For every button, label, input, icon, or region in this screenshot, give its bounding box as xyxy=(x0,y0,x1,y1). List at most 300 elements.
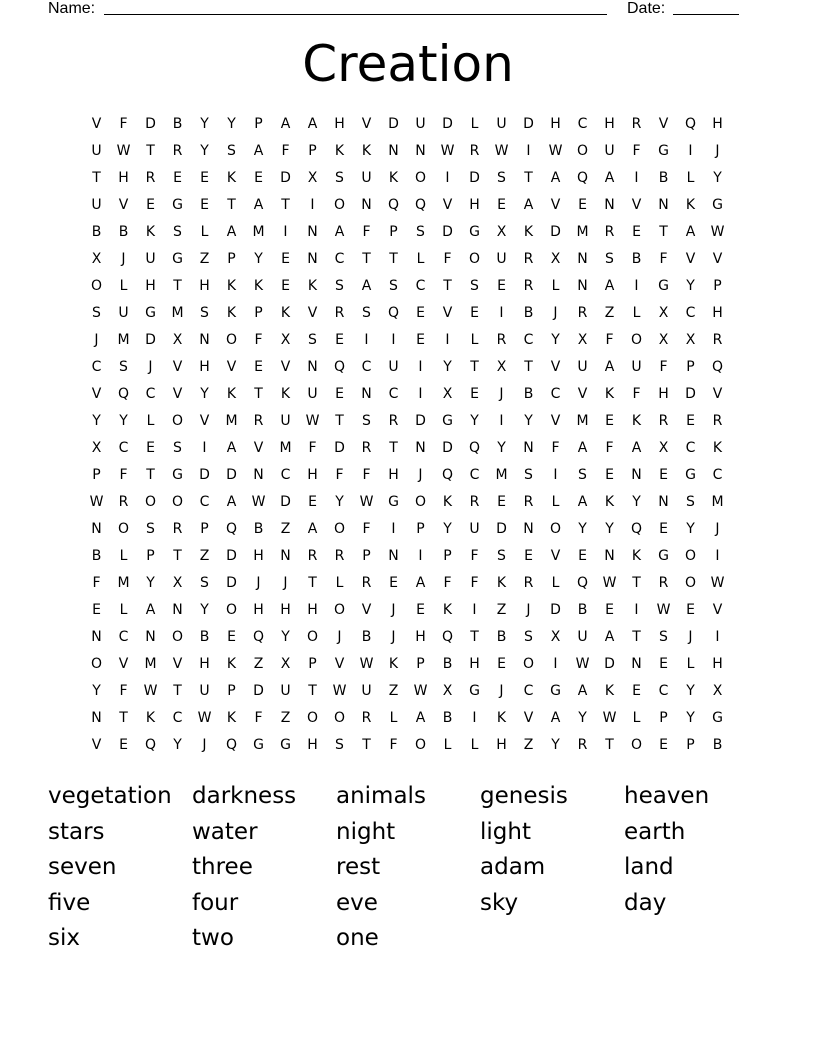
grid-letter: D xyxy=(496,521,507,537)
grid-letter: I xyxy=(310,197,315,213)
grid-letter: P xyxy=(227,251,236,267)
grid-letter: K xyxy=(685,197,696,213)
grid-letter: C xyxy=(685,440,696,456)
grid-letter: E xyxy=(632,683,641,699)
grid-letter: T xyxy=(470,359,479,375)
grid-letter: H xyxy=(469,197,480,213)
grid-letter: D xyxy=(253,683,264,699)
grid-letter: K xyxy=(496,575,507,591)
grid-letter: D xyxy=(442,116,453,132)
grid-letter: C xyxy=(685,305,696,321)
grid-letter: Z xyxy=(280,710,291,726)
grid-letter: T xyxy=(281,197,290,213)
grid-letter: K xyxy=(631,548,642,564)
grid-letter: Y xyxy=(713,170,722,186)
grid-letter: Q xyxy=(468,440,481,456)
grid-letter: D xyxy=(388,116,399,132)
grid-letter: T xyxy=(362,251,371,267)
grid-letter: I xyxy=(418,386,423,402)
grid-letter: R xyxy=(361,710,372,726)
grid-letter: R xyxy=(523,494,534,510)
grid-letter: P xyxy=(389,224,398,240)
grid-letter: O xyxy=(225,332,238,348)
grid-letter: T xyxy=(146,467,155,483)
grid-letter: C xyxy=(523,332,534,348)
grid-letter: P xyxy=(227,683,236,699)
grid-letter: R xyxy=(523,575,534,591)
name-blank-line xyxy=(104,14,607,15)
grid-row xyxy=(83,111,733,138)
grid-letter: H xyxy=(199,656,210,672)
grid-letter: E xyxy=(659,656,668,672)
grid-letter: S xyxy=(524,467,533,483)
grid-letter: B xyxy=(442,656,453,672)
grid-letter: L xyxy=(335,575,344,591)
grid-letter: J xyxy=(553,305,558,321)
grid-letter: F xyxy=(605,332,614,348)
grid-letter: N xyxy=(145,629,156,645)
grid-letter: V xyxy=(91,116,102,132)
grid-letter: N xyxy=(172,602,183,618)
grid-letter: D xyxy=(226,575,237,591)
grid-letter: S xyxy=(173,224,182,240)
grid-letter: U xyxy=(388,359,399,375)
grid-letter: S xyxy=(524,629,533,645)
grid-letter: Q xyxy=(144,737,157,753)
grid-letter: Y xyxy=(92,413,101,429)
grid-letter: C xyxy=(550,386,561,402)
grid-letter: O xyxy=(171,494,184,510)
grid-letter: U xyxy=(91,197,102,213)
grid-letter: A xyxy=(523,197,534,213)
grid-letter: K xyxy=(604,494,615,510)
grid-letter: L xyxy=(551,278,560,294)
grid-letter: M xyxy=(144,656,157,672)
grid-letter: Y xyxy=(200,602,209,618)
grid-letter: C xyxy=(658,683,669,699)
grid-letter: V xyxy=(172,656,183,672)
grid-letter: Q xyxy=(441,467,454,483)
grid-letter: A xyxy=(577,683,588,699)
grid-row xyxy=(83,705,733,732)
grid-letter: O xyxy=(684,575,697,591)
grid-letter: R xyxy=(523,251,534,267)
grid-letter: J xyxy=(94,332,99,348)
grid-letter: R xyxy=(496,332,507,348)
word-list-item: five xyxy=(48,889,91,916)
grid-letter: F xyxy=(92,575,101,591)
grid-letter: P xyxy=(416,656,425,672)
grid-row xyxy=(83,300,733,327)
grid-letter: E xyxy=(281,251,290,267)
grid-letter: O xyxy=(90,278,103,294)
grid-letter: U xyxy=(496,251,507,267)
grid-letter: I xyxy=(634,278,639,294)
grid-letter: Q xyxy=(117,386,130,402)
grid-letter: Y xyxy=(497,440,506,456)
grid-letter: L xyxy=(146,413,155,429)
grid-letter: L xyxy=(632,710,641,726)
grid-letter: W xyxy=(656,602,671,618)
grid-letter: F xyxy=(254,710,263,726)
grid-letter: Y xyxy=(686,683,695,699)
grid-letter: Y xyxy=(335,494,344,510)
grid-letter: L xyxy=(389,710,398,726)
grid-letter: U xyxy=(145,251,156,267)
grid-letter: J xyxy=(688,629,693,645)
grid-letter: N xyxy=(388,143,399,159)
grid-letter: E xyxy=(605,602,614,618)
word-list-item: sky xyxy=(480,889,519,916)
grid-letter: A xyxy=(604,278,615,294)
grid-letter: H xyxy=(334,116,345,132)
grid-letter: Y xyxy=(227,116,236,132)
grid-letter: G xyxy=(658,548,669,564)
grid-letter: O xyxy=(522,656,535,672)
grid-letter: J xyxy=(121,251,126,267)
grid-letter: V xyxy=(712,251,723,267)
grid-letter: E xyxy=(254,170,263,186)
grid-letter: E xyxy=(227,629,236,645)
grid-letter: U xyxy=(496,116,507,132)
grid-letter: Q xyxy=(225,737,238,753)
name-label: Name: xyxy=(48,0,96,17)
grid-letter: E xyxy=(146,197,155,213)
grid-letter: B xyxy=(91,224,102,240)
grid-letter: J xyxy=(391,629,396,645)
grid-letter: G xyxy=(685,467,696,483)
grid-letter: R xyxy=(388,413,399,429)
grid-letter: C xyxy=(91,359,102,375)
grid-letter: H xyxy=(280,602,291,618)
grid-letter: Y xyxy=(686,278,695,294)
grid-letter: X xyxy=(442,386,453,402)
grid-letter: K xyxy=(361,143,372,159)
grid-letter: X xyxy=(280,656,291,672)
grid-letter: I xyxy=(283,224,288,240)
grid-letter: A xyxy=(604,359,615,375)
grid-letter: T xyxy=(389,440,398,456)
date-blank-line xyxy=(673,14,739,15)
grid-letter: A xyxy=(307,116,318,132)
grid-row xyxy=(83,246,733,273)
grid-letter: O xyxy=(549,521,562,537)
grid-letter: H xyxy=(658,386,669,402)
grid-letter: F xyxy=(119,467,128,483)
grid-letter: K xyxy=(145,224,156,240)
grid-letter: X xyxy=(172,332,183,348)
grid-letter: M xyxy=(252,224,265,240)
grid-letter: X xyxy=(280,332,291,348)
grid-letter: G xyxy=(469,683,480,699)
grid-letter: V xyxy=(307,305,318,321)
grid-letter: K xyxy=(253,278,264,294)
grid-letter: V xyxy=(442,197,453,213)
grid-letter: S xyxy=(335,278,344,294)
grid-letter: V xyxy=(172,359,183,375)
grid-row xyxy=(83,219,733,246)
grid-letter: H xyxy=(469,656,480,672)
grid-letter: E xyxy=(146,440,155,456)
grid-letter: V xyxy=(685,251,696,267)
grid-letter: Y xyxy=(443,359,452,375)
grid-letter: L xyxy=(551,575,560,591)
grid-letter: J xyxy=(256,575,261,591)
grid-letter: D xyxy=(442,440,453,456)
grid-letter: N xyxy=(253,467,264,483)
grid-letter: T xyxy=(173,548,182,564)
grid-letter: N xyxy=(658,197,669,213)
grid-letter: W xyxy=(602,575,617,591)
grid-letter: W xyxy=(332,683,347,699)
grid-letter: F xyxy=(362,224,371,240)
grid-letter: M xyxy=(495,467,508,483)
grid-letter: E xyxy=(416,305,425,321)
grid-letter: K xyxy=(226,386,237,402)
grid-letter: N xyxy=(388,548,399,564)
grid-letter: G xyxy=(658,278,669,294)
grid-letter: T xyxy=(470,629,479,645)
grid-letter: F xyxy=(443,575,452,591)
grid-letter: J xyxy=(499,683,504,699)
grid-letter: A xyxy=(577,440,588,456)
grid-letter: K xyxy=(280,305,291,321)
grid-letter: S xyxy=(686,494,695,510)
grid-letter: U xyxy=(199,683,210,699)
grid-letter: L xyxy=(470,116,479,132)
grid-letter: L xyxy=(200,224,209,240)
grid-letter: S xyxy=(308,332,317,348)
word-search-grid xyxy=(83,111,733,759)
grid-letter: X xyxy=(658,332,669,348)
grid-letter: B xyxy=(199,629,210,645)
grid-letter: S xyxy=(335,737,344,753)
grid-letter: A xyxy=(145,602,156,618)
grid-letter: F xyxy=(389,737,398,753)
grid-letter: Y xyxy=(173,737,182,753)
grid-letter: L xyxy=(470,737,479,753)
grid-letter: O xyxy=(630,332,643,348)
grid-letter: O xyxy=(333,710,346,726)
grid-letter: B xyxy=(523,305,534,321)
grid-letter: X xyxy=(91,440,102,456)
grid-letter: M xyxy=(279,440,292,456)
grid-letter: B xyxy=(631,251,642,267)
grid-letter: E xyxy=(470,305,479,321)
grid-letter: K xyxy=(388,170,399,186)
grid-letter: I xyxy=(364,332,369,348)
grid-letter: G xyxy=(469,224,480,240)
grid-letter: B xyxy=(172,116,183,132)
grid-letter: K xyxy=(604,386,615,402)
grid-letter: C xyxy=(712,467,723,483)
grid-row xyxy=(83,651,733,678)
grid-letter: W xyxy=(548,143,563,159)
grid-letter: V xyxy=(631,197,642,213)
grid-letter: I xyxy=(418,359,423,375)
grid-row xyxy=(83,543,733,570)
grid-letter: K xyxy=(145,710,156,726)
grid-letter: O xyxy=(306,629,319,645)
grid-letter: I xyxy=(553,467,558,483)
grid-letter: E xyxy=(497,197,506,213)
grid-row xyxy=(83,192,733,219)
word-list-item: heaven xyxy=(624,783,710,809)
grid-letter: N xyxy=(523,521,534,537)
grid-letter: D xyxy=(550,602,561,618)
grid-letter: P xyxy=(308,143,317,159)
grid-letter: F xyxy=(362,521,371,537)
grid-letter: Z xyxy=(388,683,399,699)
grid-letter: X xyxy=(577,332,588,348)
grid-letter: R xyxy=(172,521,183,537)
grid-letter: R xyxy=(523,278,534,294)
grid-letter: V xyxy=(118,197,129,213)
grid-letter: E xyxy=(254,359,263,375)
grid-letter: L xyxy=(470,332,479,348)
grid-letter: O xyxy=(171,629,184,645)
grid-letter: R xyxy=(307,548,318,564)
grid-letter: Y xyxy=(605,521,614,537)
grid-letter: P xyxy=(686,737,695,753)
grid-letter: G xyxy=(712,710,723,726)
grid-letter: Z xyxy=(523,737,534,753)
grid-letter: Z xyxy=(604,305,615,321)
grid-letter: E xyxy=(605,413,614,429)
grid-letter: Y xyxy=(632,494,641,510)
grid-letter: X xyxy=(91,251,102,267)
grid-letter: E xyxy=(497,278,506,294)
grid-letter: D xyxy=(415,413,426,429)
grid-letter: S xyxy=(335,170,344,186)
grid-letter: C xyxy=(577,116,588,132)
grid-letter: Q xyxy=(414,197,427,213)
grid-letter: N xyxy=(361,197,372,213)
grid-letter: E xyxy=(416,602,425,618)
grid-letter: S xyxy=(92,305,101,321)
grid-letter: Y xyxy=(200,386,209,402)
grid-letter: O xyxy=(414,170,427,186)
grid-letter: W xyxy=(494,143,509,159)
grid-letter: Q xyxy=(225,521,238,537)
grid-letter: L xyxy=(119,602,128,618)
grid-letter: D xyxy=(685,386,696,402)
grid-letter: Y xyxy=(470,413,479,429)
grid-letter: V xyxy=(712,386,723,402)
grid-letter: G xyxy=(712,197,723,213)
grid-letter: Q xyxy=(630,521,643,537)
grid-letter: O xyxy=(414,737,427,753)
grid-letter: F xyxy=(470,575,479,591)
word-list-item: two xyxy=(192,925,234,952)
grid-letter: A xyxy=(415,575,426,591)
grid-letter: T xyxy=(254,386,263,402)
grid-letter: I xyxy=(472,602,477,618)
grid-letter: K xyxy=(523,224,534,240)
grid-letter: T xyxy=(524,170,533,186)
grid-letter: A xyxy=(550,170,561,186)
word-list-item: light xyxy=(480,818,531,845)
word-list-item: animals xyxy=(336,783,426,809)
grid-letter: A xyxy=(226,440,237,456)
grid-letter: S xyxy=(173,440,182,456)
grid-letter: K xyxy=(604,683,615,699)
grid-letter: W xyxy=(575,656,590,672)
grid-letter: N xyxy=(577,278,588,294)
grid-letter: E xyxy=(578,548,587,564)
grid-letter: V xyxy=(199,413,210,429)
grid-letter: F xyxy=(254,332,263,348)
grid-letter: I xyxy=(715,548,720,564)
grid-letter: S xyxy=(497,548,506,564)
grid-letter: Z xyxy=(199,548,210,564)
grid-letter: R xyxy=(712,332,723,348)
grid-letter: M xyxy=(117,332,130,348)
grid-letter: K xyxy=(226,710,237,726)
grid-letter: E xyxy=(686,413,695,429)
grid-row xyxy=(83,381,733,408)
grid-letter: W xyxy=(359,494,374,510)
grid-letter: N xyxy=(307,251,318,267)
grid-letter: D xyxy=(226,548,237,564)
grid-letter: C xyxy=(334,251,345,267)
grid-letter: D xyxy=(280,170,291,186)
grid-letter: H xyxy=(253,548,264,564)
grid-letter: G xyxy=(280,737,291,753)
grid-letter: C xyxy=(361,359,372,375)
grid-letter: U xyxy=(280,683,291,699)
grid-letter: R xyxy=(361,575,372,591)
grid-letter: C xyxy=(118,629,129,645)
grid-letter: F xyxy=(362,467,371,483)
grid-letter: C xyxy=(388,386,399,402)
grid-letter: G xyxy=(172,467,183,483)
grid-letter: K xyxy=(226,305,237,321)
grid-letter: S xyxy=(119,359,128,375)
grid-letter: N xyxy=(577,251,588,267)
grid-letter: G xyxy=(172,251,183,267)
word-list-item: three xyxy=(192,854,253,881)
grid-letter: E xyxy=(416,332,425,348)
grid-letter: P xyxy=(362,548,371,564)
grid-letter: C xyxy=(469,467,480,483)
grid-letter: K xyxy=(334,143,345,159)
grid-letter: L xyxy=(686,170,695,186)
grid-letter: W xyxy=(710,224,725,240)
grid-row xyxy=(83,435,733,462)
grid-letter: J xyxy=(715,143,720,159)
grid-letter: E xyxy=(605,467,614,483)
grid-letter: O xyxy=(144,494,157,510)
grid-letter: W xyxy=(143,683,158,699)
grid-letter: K xyxy=(631,413,642,429)
grid-letter: V xyxy=(442,305,453,321)
grid-letter: R xyxy=(361,440,372,456)
grid-letter: E xyxy=(578,197,587,213)
grid-letter: Z xyxy=(496,602,507,618)
word-list-item: day xyxy=(624,889,667,916)
grid-letter: L xyxy=(632,305,641,321)
grid-letter: V xyxy=(712,602,723,618)
grid-letter: E xyxy=(200,197,209,213)
grid-letter: V xyxy=(253,440,264,456)
grid-letter: V xyxy=(172,386,183,402)
grid-letter: T xyxy=(632,629,641,645)
grid-letter: M xyxy=(576,413,589,429)
grid-letter: F xyxy=(281,143,290,159)
grid-letter: B xyxy=(91,548,102,564)
word-list-item: genesis xyxy=(480,783,568,809)
